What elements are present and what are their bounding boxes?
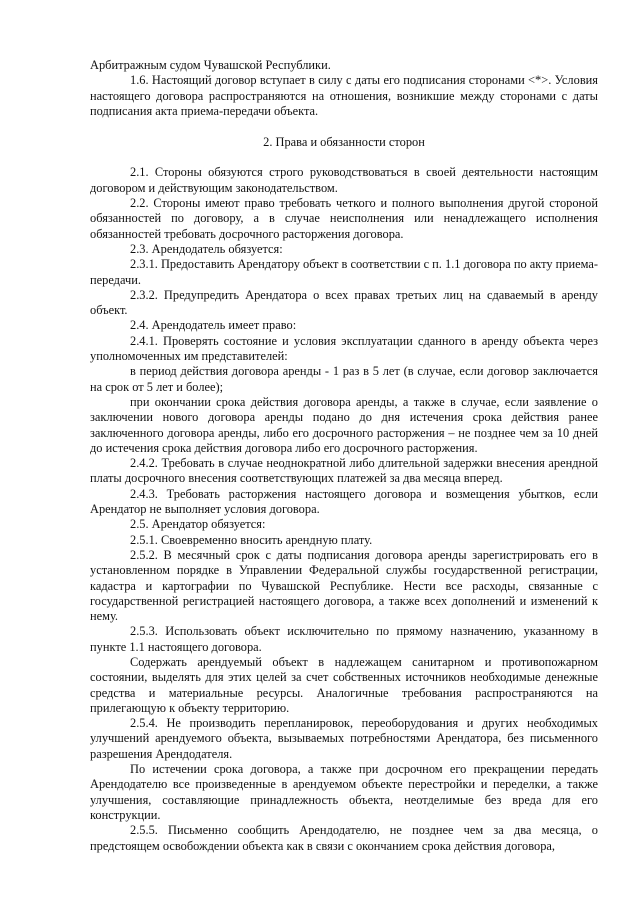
top-continuation-paragraph: Арбитражным судом Чувашской Республики. — [90, 58, 331, 72]
clause-2-5-4-a: По истечении срока договора, а также при досрочном его прекращении передать Арендодателю все произведенные в арендуемом объекте перестройки и переделки, а также улучшения, составляющие принадлежность объекта, неотделимые без вреда для его конструкции. — [90, 762, 598, 822]
clause-2-1: 2.1. Стороны обязуются строго руководствоваться в своей деятельности настоящим договором и действующим законодательством. — [90, 165, 598, 195]
document-page — [90, 58, 598, 854]
section-2-heading: 2. Права и обязанности сторон — [263, 135, 425, 150]
clause-2-3: 2.3. Арендодатель обязуется: — [130, 241, 283, 256]
clause-2-3-1: 2.3.1. Предоставить Арендатору объект в соответствии с п. 1.1 договора по акту приема-передачи. — [90, 257, 598, 287]
clause-2-5: 2.5. Арендатор обязуется: — [130, 517, 266, 532]
clause-2-5-3-a: Содержать арендуемый объект в надлежащем санитарном и противопожарном состоянии, выделять для этих целей за счет собственных источников необходимые денежные средства и материальные ресурсы. Аналогичные требования распространяются на прилегающую к объекту территорию. — [90, 654, 598, 715]
clause-2-5-4: 2.5.4. Не производить перепланировок, переоборудования и других необходимых улучшений арендуемого объекта, вызываемых потребностями Арендатора, без письменного разрешения Арендодателя. — [90, 716, 598, 761]
clause-2-3-2: 2.3.2. Предупредить Арендатора о всех правах третьих лиц на сдаваемый в аренду объект. — [90, 287, 598, 318]
clause-2-5-2: 2.5.2. В месячный срок с даты подписания договора аренды зарегистрировать его в установленном порядке в Управлении Федеральной службы государственной регистрации, кадастра и картографии по Чувашской Республике. Нести все расходы, связанные с государственной регистрацией настоящего договора, а также всех дополнений и изменений к нему. — [90, 547, 598, 624]
clause-2-5-3: 2.5.3. Использовать объект исключительно по прямому назначению, указанному в пункте 1.1 настоящего договора. — [90, 624, 598, 654]
clause-2-4-3: 2.4.3. Требовать расторжения настоящего договора и возмещения убытков, если Арендатор не выполняет условия договора. — [90, 486, 598, 517]
clause-2-4-1-b: при окончании срока действия договора аренды, а также в случае, если заявление о заключении нового договора аренды подано до дня истечения срока действия ранее заключенного договора аренды, либо его досрочного расторжения – не позднее чем за 10 дней до истечения срока действия договора либо его досрочного расторжения. — [90, 394, 598, 455]
clause-2-4-2: 2.4.2. Требовать в случае неоднократной либо длительной задержки внесения арендной платы досрочного внесения соответствующих платежей за два месяца вперед. — [90, 456, 598, 486]
clause-2-5-1: 2.5.1. Своевременно вносить арендную плату. — [130, 532, 373, 547]
clause-2-2: 2.2. Стороны имеют право требовать четкого и полного выполнения другой стороной обязанностей по договору, а в случае неисполнения или ненадлежащего исполнения обязанностей требовать досрочного расторжения договора. — [90, 196, 598, 241]
spacer — [90, 119, 598, 135]
clause-1-6: 1.6. Настоящий договор вступает в силу с даты его подписания сторонами <*>. Условия настоящего договора распространяются на отношения, возникшие между сторонами с даты подписания акта приема-передачи объекта. — [90, 73, 598, 118]
clause-2-4-1: 2.4.1. Проверять состояние и условия эксплуатации сданного в аренду объекта через уполномоченных им представителей: — [90, 333, 598, 364]
clause-2-5-5: 2.5.5. Письменно сообщить Арендодателю, не позднее чем за два месяца, о предстоящем освобождении объекта как в связи с окончанием срока действия договора, — [90, 823, 598, 853]
clause-2-4-1-a: в период действия договора аренды - 1 раз в 5 лет (в случае, если договор заключается на срок от 5 лет и более); — [90, 364, 598, 394]
spacer — [90, 150, 598, 165]
clause-2-4: 2.4. Арендодатель имеет право: — [130, 318, 297, 333]
